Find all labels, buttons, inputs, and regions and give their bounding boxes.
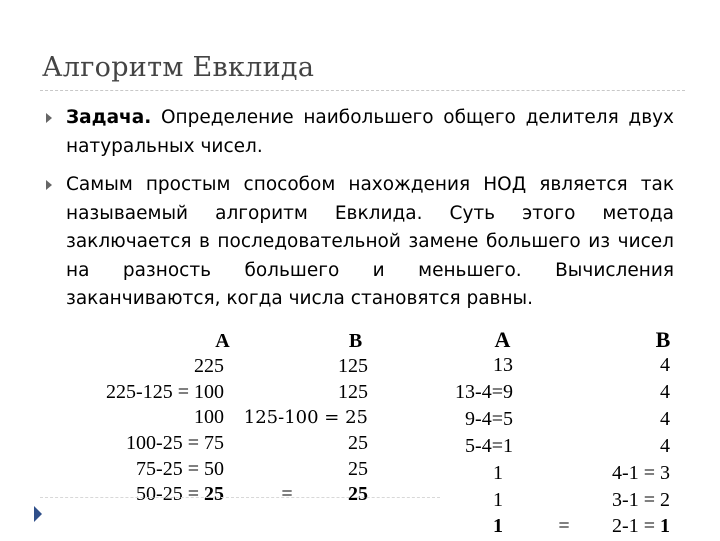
cell-expression: 2-1 = — [612, 515, 660, 537]
bullet-list — [46, 104, 674, 314]
cell-result: 1 — [660, 515, 670, 537]
bullet-lead: Задача. — [66, 107, 152, 128]
cell-result: 25 — [204, 483, 224, 505]
table-cell-b-final: 25 — [348, 483, 368, 505]
table-cell-a: 1 — [493, 489, 503, 511]
table-cell-a: 100 — [194, 406, 224, 428]
bullet-task — [46, 104, 674, 161]
table-cell-b: 25 — [348, 458, 368, 480]
table-cell-b: 3-1 = 2 — [612, 489, 670, 511]
footer-divider — [40, 497, 440, 498]
bullet-arrow-icon — [46, 113, 52, 123]
table-cell-a: 100-25 = 75 — [126, 432, 224, 454]
bullet-text — [66, 104, 674, 161]
column-header-b: B — [348, 330, 363, 352]
bullet-method — [46, 171, 674, 314]
table-cell-b: 125-100 = 25 — [243, 407, 368, 428]
table-cell-b: 4 — [660, 408, 670, 430]
next-slide-arrow-icon[interactable] — [34, 506, 42, 522]
table-cell-a: 9-4=5 — [465, 408, 513, 430]
table-cell-b: 25 — [348, 432, 368, 454]
table-cell-b: 4-1 = 3 — [612, 462, 670, 484]
table-cell-a-final — [90, 482, 224, 507]
equals-sign: = — [281, 483, 293, 505]
bullet-body: Самым простым способом нахождения НОД является так называемый алгоритм Евклида. Суть этого метода заключается в последовательной замене большего из чисел на разность большего и меньшего. Вычисления заканчиваются, когда числа становятся равны. — [66, 174, 674, 309]
table-cell-a: 75-25 = 50 — [136, 458, 224, 480]
bullet-body: Определение наибольшего общего делителя двух натуральных чисел. — [66, 107, 674, 157]
table-cell-a-final: 1 — [493, 515, 503, 537]
table-cell-b: 4 — [660, 354, 670, 376]
table-cell-a: 225-125 = 100 — [106, 381, 224, 403]
table-cell-b: 4 — [660, 381, 670, 403]
table-cell-b: 4 — [660, 435, 670, 457]
table-cell-a: 5-4=1 — [465, 435, 513, 457]
table-cell-b-final — [590, 513, 670, 541]
table-cell-b: 125 — [338, 381, 368, 403]
title-divider — [40, 90, 685, 91]
cell-expression: 50-25 = — [136, 483, 204, 505]
table-cell-a: 1 — [493, 462, 503, 484]
bullet-arrow-icon — [46, 180, 52, 190]
equals-sign: = — [558, 515, 570, 537]
table-cell-a: 225 — [194, 355, 224, 377]
table-cell-a: 13 — [493, 354, 513, 376]
column-header-b: B — [655, 327, 671, 352]
table-cell-a: 13-4=9 — [455, 381, 513, 403]
slide-title: Алгоритм Евклида — [42, 52, 315, 83]
column-header-a: A — [494, 327, 511, 352]
column-header-a: A — [215, 330, 230, 352]
table-cell-b: 125 — [338, 355, 368, 377]
